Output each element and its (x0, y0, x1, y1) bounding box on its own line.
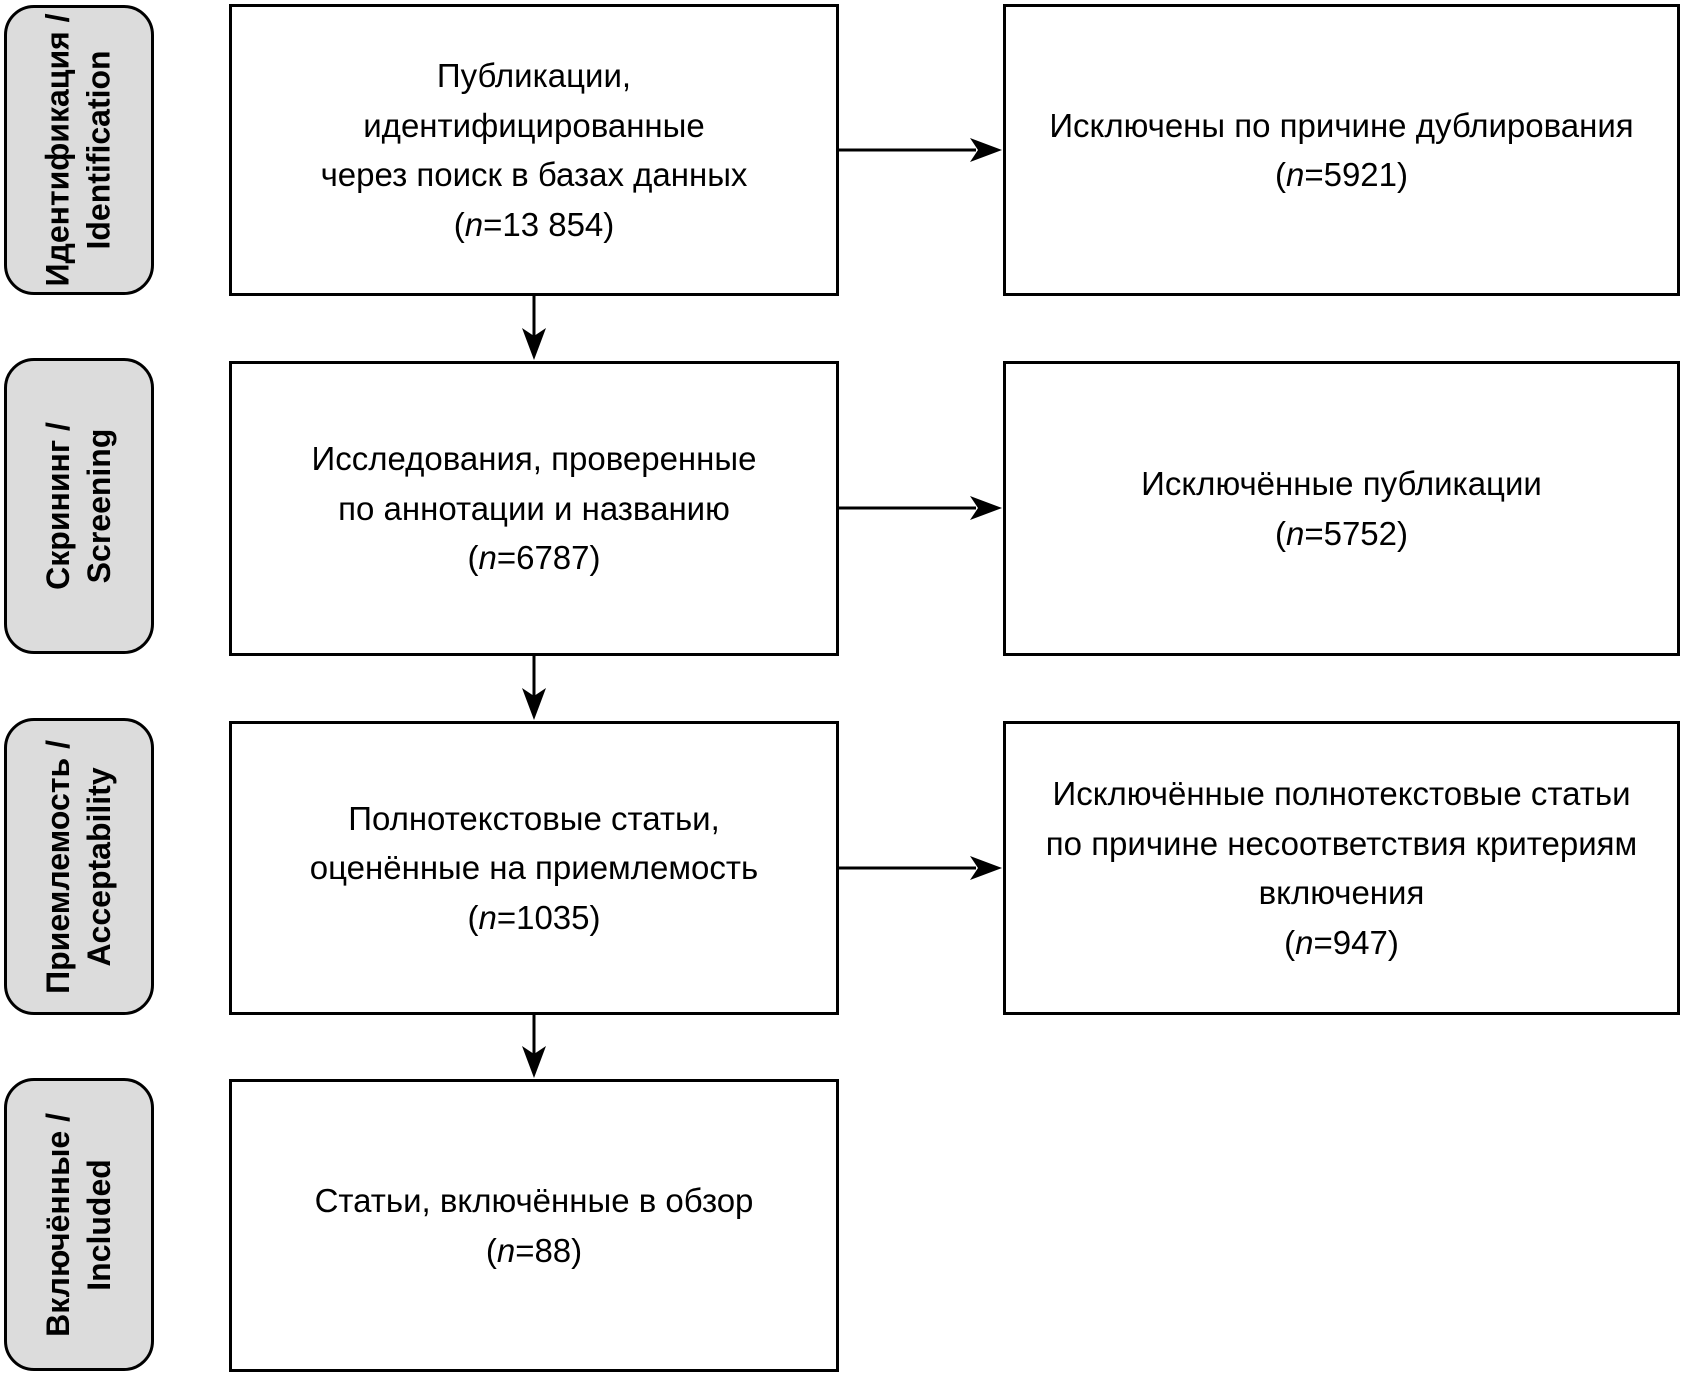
box-included-studies (229, 1079, 839, 1372)
box-lines: Исследования, проверенные по аннотации и названию (311, 440, 757, 527)
box-count: (n=1035) (467, 898, 601, 936)
stage-label-text: Скрининг / Screening (40, 422, 117, 590)
box-lines: Исключённые полнотекстовые статьи по причине несоответствия критериям включения (1045, 775, 1638, 911)
box-count: (n=6787) (467, 539, 601, 577)
arrow-head-icon (522, 1046, 546, 1078)
arrow-head-icon (970, 138, 1002, 162)
arrow-head-icon (522, 328, 546, 360)
stage-label-included (4, 1078, 154, 1371)
box-text (1034, 769, 1649, 967)
arrow-identified-to-screened (522, 296, 546, 360)
box-count: (n=88) (485, 1231, 583, 1269)
arrow-fulltext-to-included (522, 1015, 546, 1078)
box-text (309, 51, 760, 249)
arrow-head-icon (970, 496, 1002, 520)
box-lines: Исключены по причине дублирования (1049, 106, 1634, 144)
box-count: (n=13 854) (453, 205, 615, 243)
box-count: (n=947) (1284, 923, 1399, 961)
arrow-head-icon (970, 856, 1002, 880)
arrow-head-icon (522, 688, 546, 720)
box-lines: Исключённые публикации (1141, 465, 1542, 502)
box-lines: Полнотекстовые статьи, оценённые на приемлемость (309, 799, 759, 887)
box-text (298, 794, 770, 943)
stage-label-identification (4, 5, 154, 295)
arrow-screened-to-fulltext (522, 656, 546, 720)
box-lines: Статьи, включённые в обзор (314, 1182, 754, 1219)
stage-label-text: Приемлемость / Acceptability (40, 739, 117, 994)
box-text (1037, 101, 1645, 200)
box-excluded-duplicates (1003, 4, 1680, 296)
box-excluded-fulltext (1003, 721, 1680, 1015)
box-identified-records (229, 4, 839, 296)
box-fulltext-assessed (229, 721, 839, 1015)
box-text (1129, 459, 1554, 558)
arrow-fulltext-to-excluded-fulltext (839, 856, 1002, 880)
stage-label-screening (4, 358, 154, 654)
box-text (300, 434, 769, 583)
stage-label-text: Включённые / Included (40, 1112, 118, 1337)
stage-label-acceptability (4, 718, 154, 1015)
arrow-identified-to-excluded-duplicates (839, 138, 1002, 162)
box-count: (n=5752) (1274, 514, 1409, 552)
arrow-screened-to-excluded-publications (839, 496, 1002, 520)
box-count: (n=5921) (1274, 156, 1409, 193)
stage-label-text: Идентификация / Identification (40, 13, 117, 287)
box-lines: Публикации, идентифицированные через поиск в базах данных (320, 57, 748, 193)
box-excluded-publications (1003, 361, 1680, 656)
box-screened-records (229, 361, 839, 656)
box-text (303, 1176, 766, 1275)
